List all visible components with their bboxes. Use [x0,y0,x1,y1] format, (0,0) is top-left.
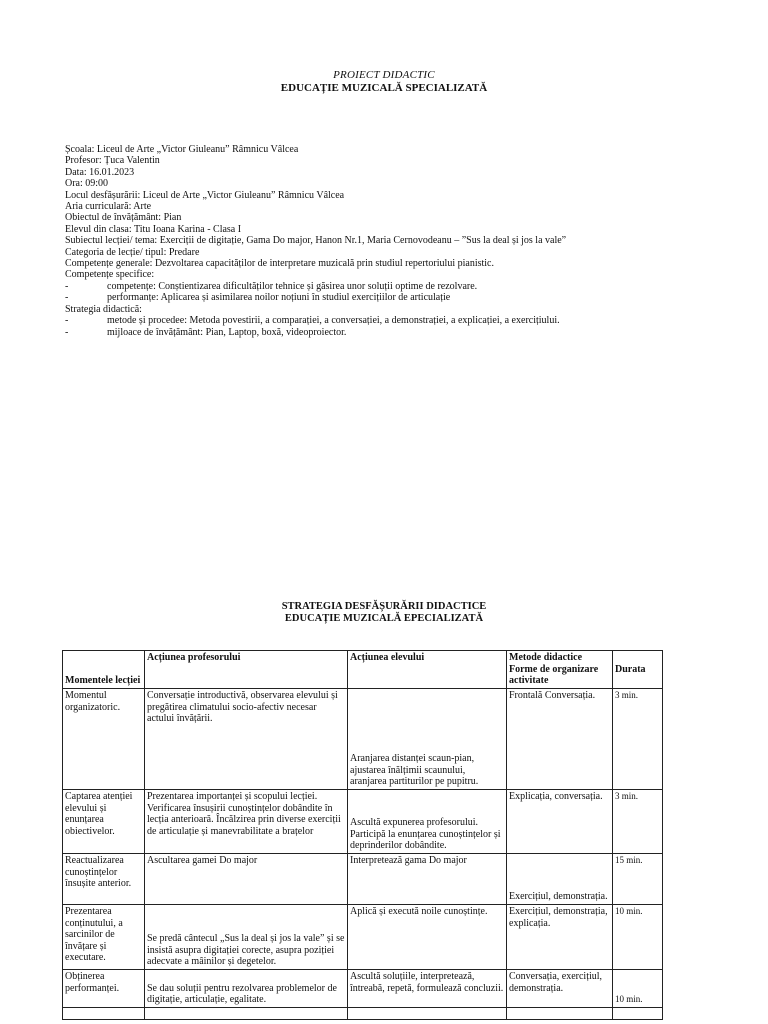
table-row [63,689,663,790]
info-student: Elevul din clasa: Titu Ioana Karina - Clasa I [65,223,242,235]
table-row [63,854,663,905]
cell-moment: Obținerea performanței. [63,970,145,1008]
cell-moment: Captarea atenției elevului și enunțarea obiectivelor. [63,790,145,854]
cell-student-action [348,1008,507,1020]
table-row [63,1008,663,1020]
info-school: Școala: Liceul de Arte „Victor Giuleanu” Râmnicu Vâlcea [65,144,299,155]
table-row [63,905,663,970]
info-curricular-area: Aria curriculară: Arte [65,201,152,213]
bullet-item-performances [65,292,725,303]
bullet-item-methods [65,315,725,326]
header-lesson-moments: Momentele lecției [63,651,145,689]
cell-methods: Frontală Conversația. [507,689,613,790]
strategy-title: STRATEGIA DESFĂȘURĂRII DIDACTICE [281,601,487,612]
bullet-dash: - [65,315,69,327]
lesson-strategy-table [62,650,663,1020]
bullet-item-competences [65,281,725,292]
info-general-competences: Competențe generale: Dezvoltarea capacităților de interpretare muzicală prin studiul repertoriului pianistic. [65,258,494,270]
table-row [63,790,663,854]
document-title-bold: EDUCAȚIE MUZICALĂ SPECIALIZATĂ [280,82,488,94]
cell-duration [613,1008,663,1020]
cell-duration: 15 min. [613,854,663,905]
bullet-text-competences: competențe: Conștientizarea dificultăților tehnice și găsirea unor soluții optime de rezolvare. [107,280,478,292]
table-header-row [63,651,663,689]
bullet-dash: - [65,326,69,338]
document-title-italic: PROIECT DIDACTIC [333,69,435,81]
cell-duration: 3 min. [613,790,663,854]
lesson-info-block [65,144,725,338]
cell-student-action: Aplică și execută noile cunoștințe. [348,905,507,970]
info-subject-object: Obiectul de învățământ: Pian [65,212,182,224]
bullet-text-means: mijloace de învățământ: Pian, Laptop, boxă, videoproiector. [107,326,347,338]
header-student-action: Acțiunea elevului [348,651,507,689]
cell-moment [63,1008,145,1020]
strategy-subtitle: EDUCAȚIE MUZICALĂ EPECIALIZATĂ [284,613,484,624]
bullet-item-means [65,327,725,338]
bullet-dash: - [65,292,69,304]
table-row [63,970,663,1008]
bullet-text-performances: performanțe: Aplicarea și asimilarea noilor noțiuni în studiul exercițiilor de articulație [107,292,451,304]
cell-student-action: Interpretează gama Do major [348,854,507,905]
cell-student-action: Ascultă soluțiile, interpretează, întreabă, repetă, formulează concluzii. [348,970,507,1008]
cell-teacher-action: Se predă cântecul „Sus la deal și jos la vale” și se insistă asupra digitației corecte, asupra poziției adecvate a mâinilor și degetelor. [145,905,348,970]
cell-student-action: Aranjarea distanței scaun-pian, ajustarea înălțimii scaunului, aranjarea partiturilor pe pupitru. [348,689,507,790]
cell-teacher-action: Prezentarea importanței și scopului lecției. Verificarea însușirii cunoștințelor dobândite în lecția anterioară. Încălzirea prin diverse exerciții de articulație și manevrabilitate a brațelor [145,790,348,854]
cell-student-action: Ascultă expunerea profesorului. Participă la enunțarea cunoștințelor și deprinderilor dobândite. [348,790,507,854]
info-lesson-category: Categoria de lecție/ tipul: Predare [65,246,200,258]
cell-methods: Exercițiul, demonstrația. [507,854,613,905]
bullet-dash: - [65,280,69,292]
cell-duration: 10 min. [613,905,663,970]
cell-teacher-action: Ascultarea gamei Do major [145,854,348,905]
cell-duration: 10 min. [613,970,663,1008]
cell-duration: 3 min. [613,689,663,790]
header-methods: Metode didactice Forme de organizare activitate [507,651,613,689]
cell-teacher-action: Se dau soluții pentru rezolvarea problemelor de digitație, articulație, egalitate. [145,970,348,1008]
header-teacher-action: Acțiunea profesorului [145,651,348,689]
info-date: Data: 16.01.2023 [65,166,135,178]
cell-moment: Momentul organizatoric. [63,689,145,790]
cell-teacher-action: Conversație introductivă, observarea elevului și pregătirea climatului socio-afectiv necesar actului învățării. [145,689,348,790]
cell-moment: Prezentarea conținutului, a sarcinilor de învățare și executare. [63,905,145,970]
info-hour: Ora: 09:00 [65,178,109,190]
info-lesson-theme: Subiectul lecției/ tema: Exerciții de digitație, Gama Do major, Hanon Nr.1, Maria Cernovodeanu – ”Sus la deal și jos la vale” [65,235,567,247]
cell-teacher-action [145,1008,348,1020]
cell-methods: Explicația, conversația. [507,790,613,854]
cell-methods: Exercițiul, demonstrația, explicația. [507,905,613,970]
info-specific-competences: Competențe specifice: [65,269,155,281]
info-didactic-strategy: Strategia didactică: [65,303,142,315]
header-duration: Durata [613,651,663,689]
cell-methods: Conversația, exercițiul, demonstrația. [507,970,613,1008]
info-location: Locul desfășurării: Liceul de Arte „Victor Giuleanu” Râmnicu Vâlcea [65,189,345,201]
cell-methods [507,1008,613,1020]
info-teacher: Profesor: Țuca Valentin [65,155,160,167]
bullet-text-methods: metode și procedee: Metoda povestirii, a comparației, a conversației, a demonstrației, a explicației, a exercițiului. [107,315,560,327]
cell-moment: Reactualizarea cunoștințelor însușite anterior. [63,854,145,905]
